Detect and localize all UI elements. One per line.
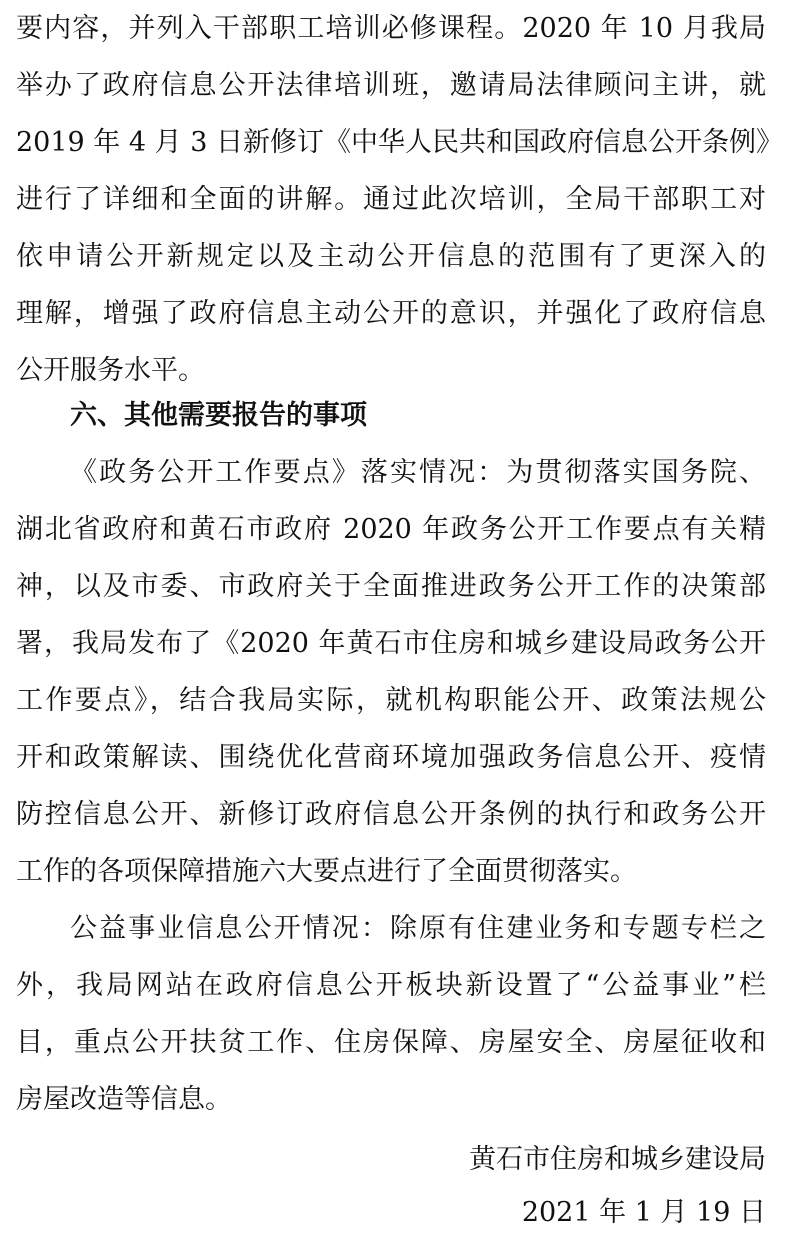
text-line: 依申请公开新规定以及主动公开信息的范围有了更深入的 [16, 241, 766, 272]
signature-organization: 黄石市住房和城乡建设局 [469, 1144, 766, 1175]
signature-date: 2021 年 1 月 19 日 [521, 1197, 766, 1228]
text-line: 举办了政府信息公开法律培训班，邀请局法律顾问主讲，就 [16, 70, 766, 101]
text-line: 进行了详细和全面的讲解。通过此次培训，全局干部职工对 [16, 184, 766, 215]
section-heading: 六、其他需要报告的事项 [70, 400, 367, 431]
text-line: 湖北省政府和黄石市政府 2020 年政务公开工作要点有关精 [16, 514, 766, 545]
text-line: 《政务公开工作要点》落实情况：为贯彻落实国务院、 [70, 457, 766, 488]
text-line: 防控信息公开、新修订政府信息公开条例的执行和政务公开 [16, 799, 766, 830]
text-line: 理解，增强了政府信息主动公开的意识，并强化了政府信息 [16, 298, 766, 329]
text-line: 房屋改造等信息。 [16, 1084, 232, 1115]
text-line: 公开服务水平。 [16, 355, 205, 386]
text-line: 署，我局发布了《2020 年黄石市住房和城乡建设局政务公开 [16, 628, 766, 659]
text-line: 工作要点》，结合我局实际，就机构职能公开、政策法规公 [16, 685, 766, 716]
text-line: 要内容，并列入干部职工培训必修课程。2020 年 10 月我局 [16, 13, 766, 44]
text-line: 外，我局网站在政府信息公开板块新设置了“公益事业”栏 [16, 970, 766, 1001]
text-line: 目，重点公开扶贫工作、住房保障、房屋安全、房屋征收和 [16, 1027, 766, 1058]
text-line: 开和政策解读、围绕优化营商环境加强政务信息公开、疫情 [16, 742, 766, 773]
text-line: 公益事业信息公开情况：除原有住建业务和专题专栏之 [70, 913, 766, 944]
text-line: 2019 年 4 月 3 日新修订《中华人民共和国政府信息公开条例》 [16, 127, 783, 158]
text-line: 工作的各项保障措施六大要点进行了全面贯彻落实。 [16, 856, 637, 887]
text-line: 神，以及市委、市政府关于全面推进政务公开工作的决策部 [16, 571, 766, 602]
